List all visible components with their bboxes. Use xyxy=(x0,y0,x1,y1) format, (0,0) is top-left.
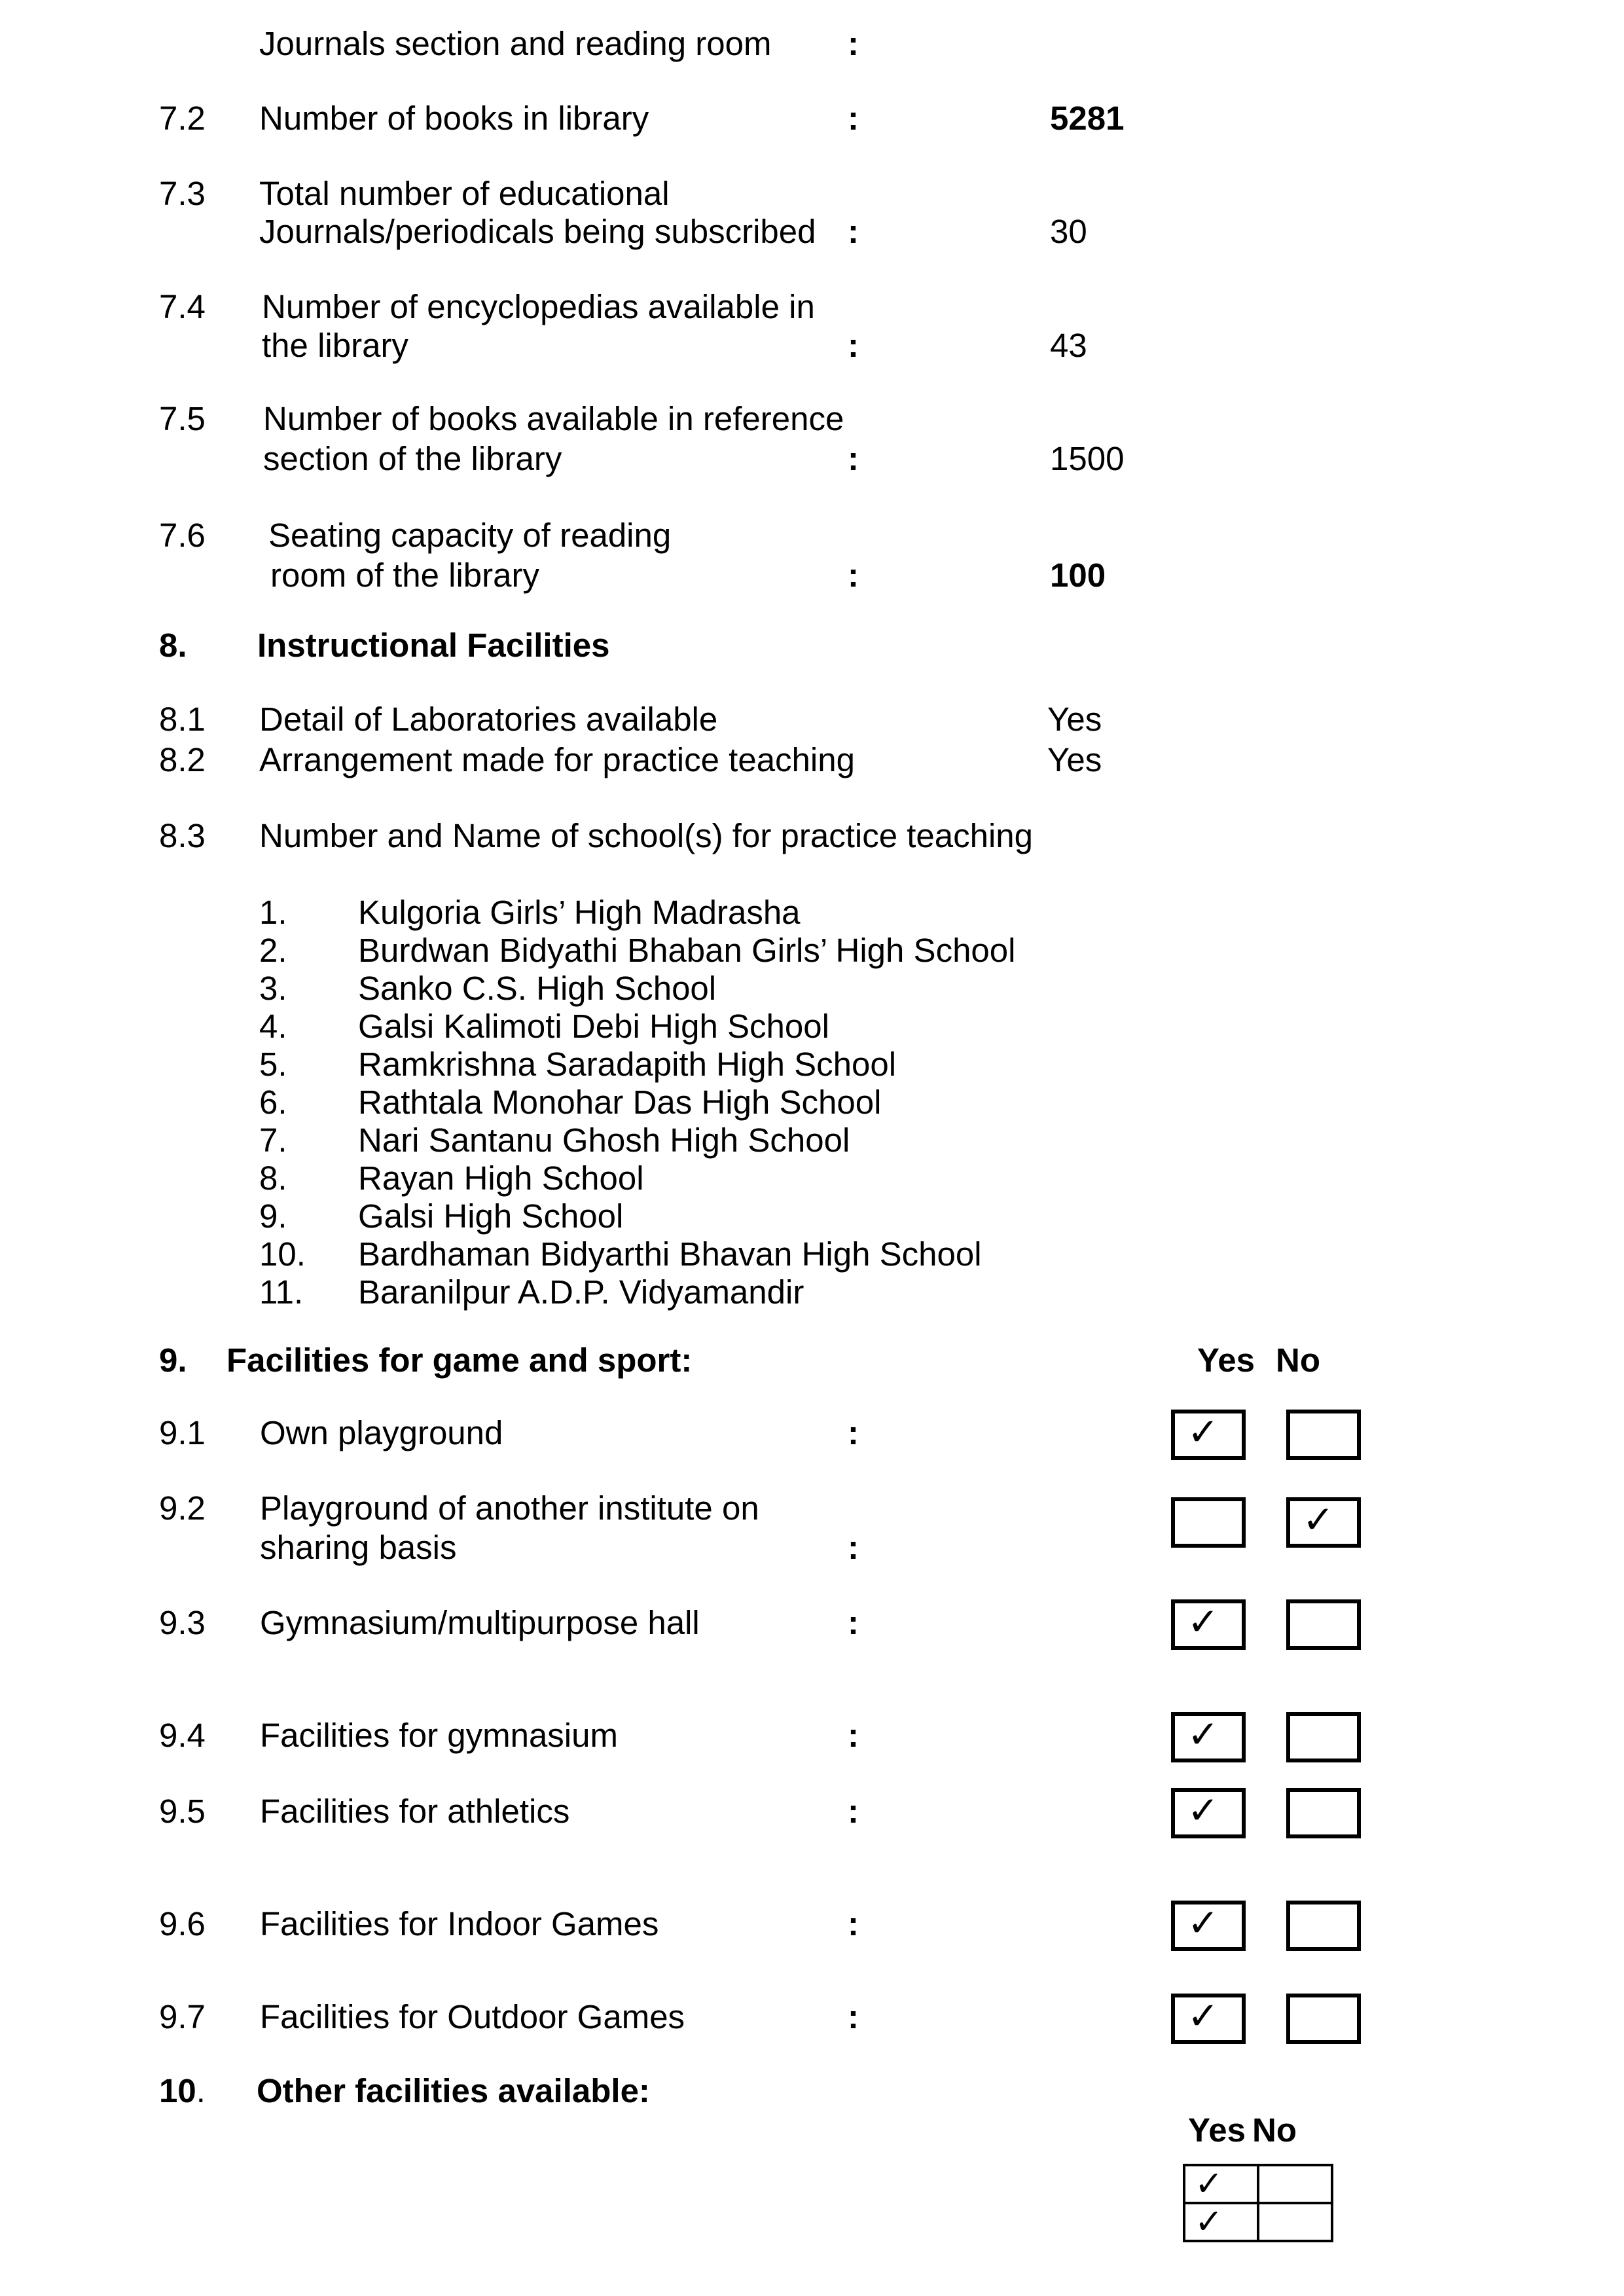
other-facilities-yes-no-table xyxy=(1183,2164,1333,2242)
item-7-3-line2: Journals/periodicals being subscribed xyxy=(259,213,816,250)
checkmark-icon: ✓ xyxy=(1187,1713,1219,1756)
item-7-6-colon: : xyxy=(848,556,859,594)
section-10-num-dot: . xyxy=(196,2072,206,2109)
yes-cell-checked: ✓ xyxy=(1184,2203,1258,2241)
item-9-5-num: 9.5 xyxy=(159,1793,206,1830)
journals-section-label: Journals section and reading room xyxy=(259,25,772,62)
checkbox-no-9-3 xyxy=(1286,1599,1361,1650)
school-list-item-name: Sanko C.S. High School xyxy=(358,970,717,1007)
checkbox-yes-9-3 xyxy=(1171,1599,1246,1650)
checkbox-yes-9-1 xyxy=(1171,1410,1246,1460)
item-9-4-num: 9.4 xyxy=(159,1717,206,1754)
checkbox-no-9-7 xyxy=(1286,1994,1361,2044)
item-7-3-value: 30 xyxy=(1050,213,1087,250)
item-9-5-colon: : xyxy=(848,1793,859,1830)
section-10-num-text: 10 xyxy=(159,2072,196,2109)
school-list-item-name: Rayan High School xyxy=(358,1159,644,1197)
item-9-7-num: 9.7 xyxy=(159,1998,206,2035)
checkmark-icon: ✓ xyxy=(1187,1600,1219,1643)
school-list-item-name: Galsi High School xyxy=(358,1197,624,1235)
no-cell-empty xyxy=(1258,2203,1332,2241)
item-9-7-colon: : xyxy=(848,1998,859,2035)
school-list-item-num: 8. xyxy=(259,1159,287,1197)
item-7-4-num: 7.4 xyxy=(159,288,206,325)
item-9-2-num: 9.2 xyxy=(159,1489,206,1527)
school-list-item-num: 9. xyxy=(259,1197,287,1235)
item-9-7-label: Facilities for Outdoor Games xyxy=(260,1998,685,2035)
school-list-item-name: Nari Santanu Ghosh High School xyxy=(358,1121,850,1159)
section-8-title: Instructional Facilities xyxy=(257,627,610,664)
table-row xyxy=(1184,2203,1332,2241)
item-9-4-label: Facilities for gymnasium xyxy=(260,1717,618,1754)
school-list-item-num: 5. xyxy=(259,1046,287,1083)
school-list-item-name: Rathtala Monohar Das High School xyxy=(358,1084,882,1121)
item-7-3-line1: Total number of educational xyxy=(259,175,670,212)
item-7-3-colon: : xyxy=(848,213,859,250)
checkbox-yes-9-4 xyxy=(1171,1712,1246,1762)
item-7-4-line2: the library xyxy=(262,327,408,364)
item-7-6-line2: room of the library xyxy=(270,556,539,594)
school-list-item-num: 10. xyxy=(259,1235,306,1273)
item-7-2-colon: : xyxy=(848,100,859,137)
item-7-5-value: 1500 xyxy=(1050,440,1125,477)
section-9-yes-header: Yes xyxy=(1197,1341,1255,1379)
item-8-1-value: Yes xyxy=(1047,701,1102,738)
school-list-item-num: 3. xyxy=(259,970,287,1007)
item-7-4-colon: : xyxy=(848,327,859,364)
item-9-6-num: 9.6 xyxy=(159,1905,206,1942)
item-7-6-value: 100 xyxy=(1050,556,1106,594)
checkbox-no-9-6 xyxy=(1286,1901,1361,1951)
item-9-2-line2: sharing basis xyxy=(260,1529,457,1566)
item-9-4-colon: : xyxy=(848,1717,859,1754)
checkbox-yes-9-6 xyxy=(1171,1901,1246,1951)
section-9-title: Facilities for game and sport: xyxy=(226,1341,693,1379)
checkmark-icon: ✓ xyxy=(1187,1901,1219,1944)
school-list-item-num: 1. xyxy=(259,894,287,931)
item-7-2-label: Number of books in library xyxy=(259,100,649,137)
section-9-num: 9. xyxy=(159,1341,187,1379)
checkmark-icon: ✓ xyxy=(1187,1789,1219,1832)
item-8-1-num: 8.1 xyxy=(159,701,206,738)
school-list-item-num: 4. xyxy=(259,1008,287,1045)
school-list-item-num: 2. xyxy=(259,932,287,969)
section-10-yes-header: Yes xyxy=(1188,2111,1246,2149)
yes-cell-checked: ✓ xyxy=(1184,2165,1258,2203)
checkmark-icon: ✓ xyxy=(1187,1410,1219,1453)
checkbox-yes-9-2 xyxy=(1171,1497,1246,1548)
checkmark-icon: ✓ xyxy=(1187,1994,1219,2037)
school-list-item-name: Kulgoria Girls’ High Madrasha xyxy=(358,894,801,931)
item-8-3-label: Number and Name of school(s) for practice teaching xyxy=(259,817,1034,854)
item-8-1-label: Detail of Laboratories available xyxy=(259,701,718,738)
checkbox-no-9-2 xyxy=(1286,1497,1361,1548)
school-list-item-name: Baranilpur A.D.P. Vidyamandir xyxy=(358,1273,804,1311)
school-list-item-name: Galsi Kalimoti Debi High School xyxy=(358,1008,829,1045)
item-9-1-colon: : xyxy=(848,1414,859,1451)
journals-section-colon: : xyxy=(848,25,859,62)
item-9-6-colon: : xyxy=(848,1905,859,1942)
section-8-num: 8. xyxy=(159,627,187,664)
item-7-4-value: 43 xyxy=(1050,327,1087,364)
school-list-item-num: 11. xyxy=(259,1273,304,1311)
item-7-5-line2: section of the library xyxy=(263,440,562,477)
table-row xyxy=(1184,2165,1332,2203)
item-8-2-num: 8.2 xyxy=(159,741,206,778)
item-9-3-colon: : xyxy=(848,1604,859,1641)
item-8-2-label: Arrangement made for practice teaching xyxy=(259,741,855,778)
school-list-item-name: Burdwan Bidyathi Bhaban Girls’ High School xyxy=(358,932,1016,969)
item-9-3-label: Gymnasium/multipurpose hall xyxy=(260,1604,700,1641)
checkmark-icon: ✓ xyxy=(1302,1498,1335,1541)
item-8-2-value: Yes xyxy=(1047,741,1102,778)
school-list-item-name: Ramkrishna Saradapith High School xyxy=(358,1046,897,1083)
item-7-5-num: 7.5 xyxy=(159,400,206,437)
item-7-3-num: 7.3 xyxy=(159,175,206,212)
checkbox-yes-9-7 xyxy=(1171,1994,1246,2044)
item-7-6-line1: Seating capacity of reading xyxy=(268,517,672,554)
no-cell-empty xyxy=(1258,2165,1332,2203)
item-9-2-line1: Playground of another institute on xyxy=(260,1489,759,1527)
section-10-title: Other facilities available: xyxy=(257,2072,650,2109)
checkbox-yes-9-5 xyxy=(1171,1788,1246,1838)
item-7-2-num: 7.2 xyxy=(159,100,206,137)
checkbox-no-9-4 xyxy=(1286,1712,1361,1762)
item-9-1-label: Own playground xyxy=(260,1414,503,1451)
checkbox-no-9-1 xyxy=(1286,1410,1361,1460)
item-7-5-colon: : xyxy=(848,440,859,477)
item-7-4-line1: Number of encyclopedias available in xyxy=(262,288,815,325)
section-9-no-header: No xyxy=(1276,1341,1320,1379)
school-list-item-num: 7. xyxy=(259,1121,287,1159)
item-9-6-label: Facilities for Indoor Games xyxy=(260,1905,659,1942)
item-7-2-value: 5281 xyxy=(1050,100,1125,137)
item-7-6-num: 7.6 xyxy=(159,517,206,554)
section-10-num xyxy=(159,2072,206,2111)
item-8-3-num: 8.3 xyxy=(159,817,206,854)
item-9-1-num: 9.1 xyxy=(159,1414,206,1451)
checkbox-no-9-5 xyxy=(1286,1788,1361,1838)
school-list-item-name: Bardhaman Bidyarthi Bhavan High School xyxy=(358,1235,982,1273)
item-9-2-colon: : xyxy=(848,1529,859,1566)
item-9-3-num: 9.3 xyxy=(159,1604,206,1641)
school-list-item-num: 6. xyxy=(259,1084,287,1121)
item-9-5-label: Facilities for athletics xyxy=(260,1793,570,1830)
section-10-no-header: No xyxy=(1252,2111,1297,2149)
item-7-5-line1: Number of books available in reference xyxy=(263,400,844,437)
